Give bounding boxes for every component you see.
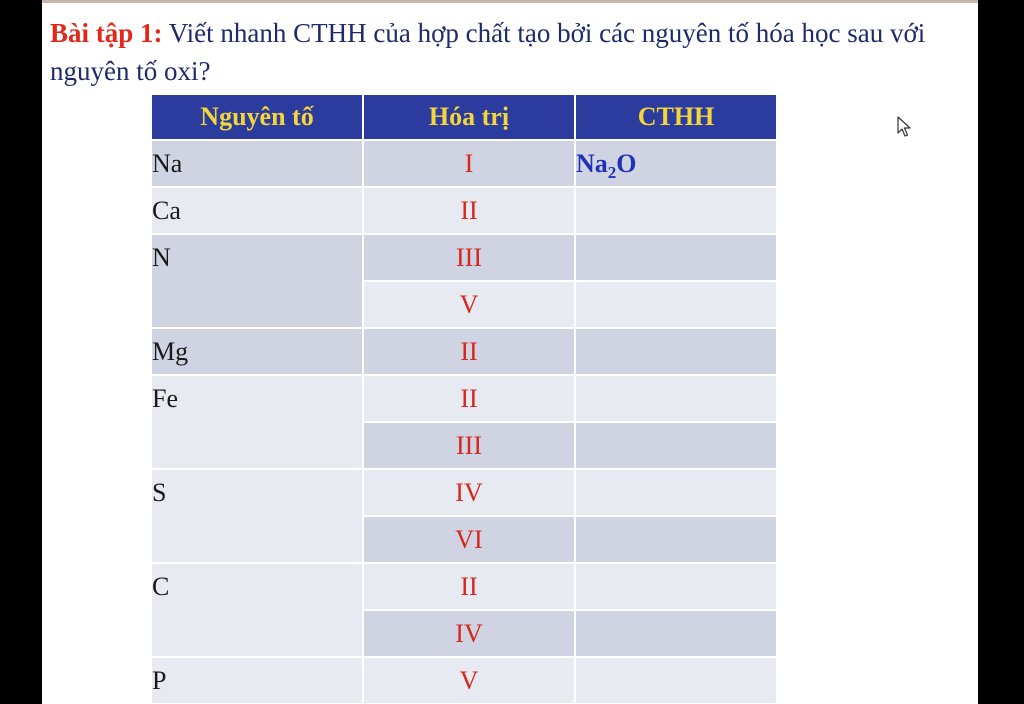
table-row xyxy=(152,235,776,282)
element-cell: P xyxy=(152,658,364,704)
table-row xyxy=(152,188,776,235)
mouse-pointer-icon xyxy=(897,116,913,138)
valence-cell: III xyxy=(364,235,576,282)
formula-cell xyxy=(576,235,776,282)
formula-cell xyxy=(576,141,776,188)
formula-cell xyxy=(576,282,776,329)
table-row xyxy=(152,141,776,188)
header-element: Nguyên tố xyxy=(152,95,364,141)
element-cell: Ca xyxy=(152,188,364,235)
valence-cell: III xyxy=(364,423,576,470)
valence-cell: V xyxy=(364,282,576,329)
formula-cell xyxy=(576,423,776,470)
header-formula: CTHH xyxy=(576,95,776,141)
valence-cell: I xyxy=(364,141,576,188)
element-cell: Fe xyxy=(152,376,364,470)
formula-cell xyxy=(576,376,776,423)
formula-base: Na xyxy=(576,149,608,178)
table-row xyxy=(152,376,776,423)
element-cell: Mg xyxy=(152,329,364,376)
valence-table xyxy=(152,95,776,704)
table-row xyxy=(152,470,776,517)
valence-cell: II xyxy=(364,564,576,611)
formula-cell xyxy=(576,564,776,611)
formula-cell xyxy=(576,658,776,704)
formula-cell xyxy=(576,470,776,517)
exercise-heading xyxy=(50,14,974,90)
header-valence: Hóa trị xyxy=(364,95,576,141)
element-cell: C xyxy=(152,564,364,658)
table-row xyxy=(152,658,776,704)
valence-cell: II xyxy=(364,188,576,235)
formula-subscript: 2 xyxy=(607,163,617,182)
formula-cell xyxy=(576,329,776,376)
formula-cell xyxy=(576,188,776,235)
exercise-label: Bài tập 1: xyxy=(50,18,163,48)
formula-tail: O xyxy=(616,149,637,178)
table-row xyxy=(152,564,776,611)
top-divider xyxy=(42,0,978,3)
valence-cell: IV xyxy=(364,470,576,517)
valence-cell: II xyxy=(364,376,576,423)
formula-cell xyxy=(576,611,776,658)
element-cell: S xyxy=(152,470,364,564)
element-cell: Na xyxy=(152,141,364,188)
table-row xyxy=(152,329,776,376)
valence-cell: V xyxy=(364,658,576,704)
element-cell: N xyxy=(152,235,364,329)
valence-cell: IV xyxy=(364,611,576,658)
valence-cell: VI xyxy=(364,517,576,564)
formula-cell xyxy=(576,517,776,564)
slide xyxy=(42,0,978,704)
table-header-row xyxy=(152,95,776,141)
exercise-text: Viết nhanh CTHH của hợp chất tạo bởi các nguyên tố hóa học sau với nguyên tố oxi? xyxy=(50,18,926,86)
valence-cell: II xyxy=(364,329,576,376)
